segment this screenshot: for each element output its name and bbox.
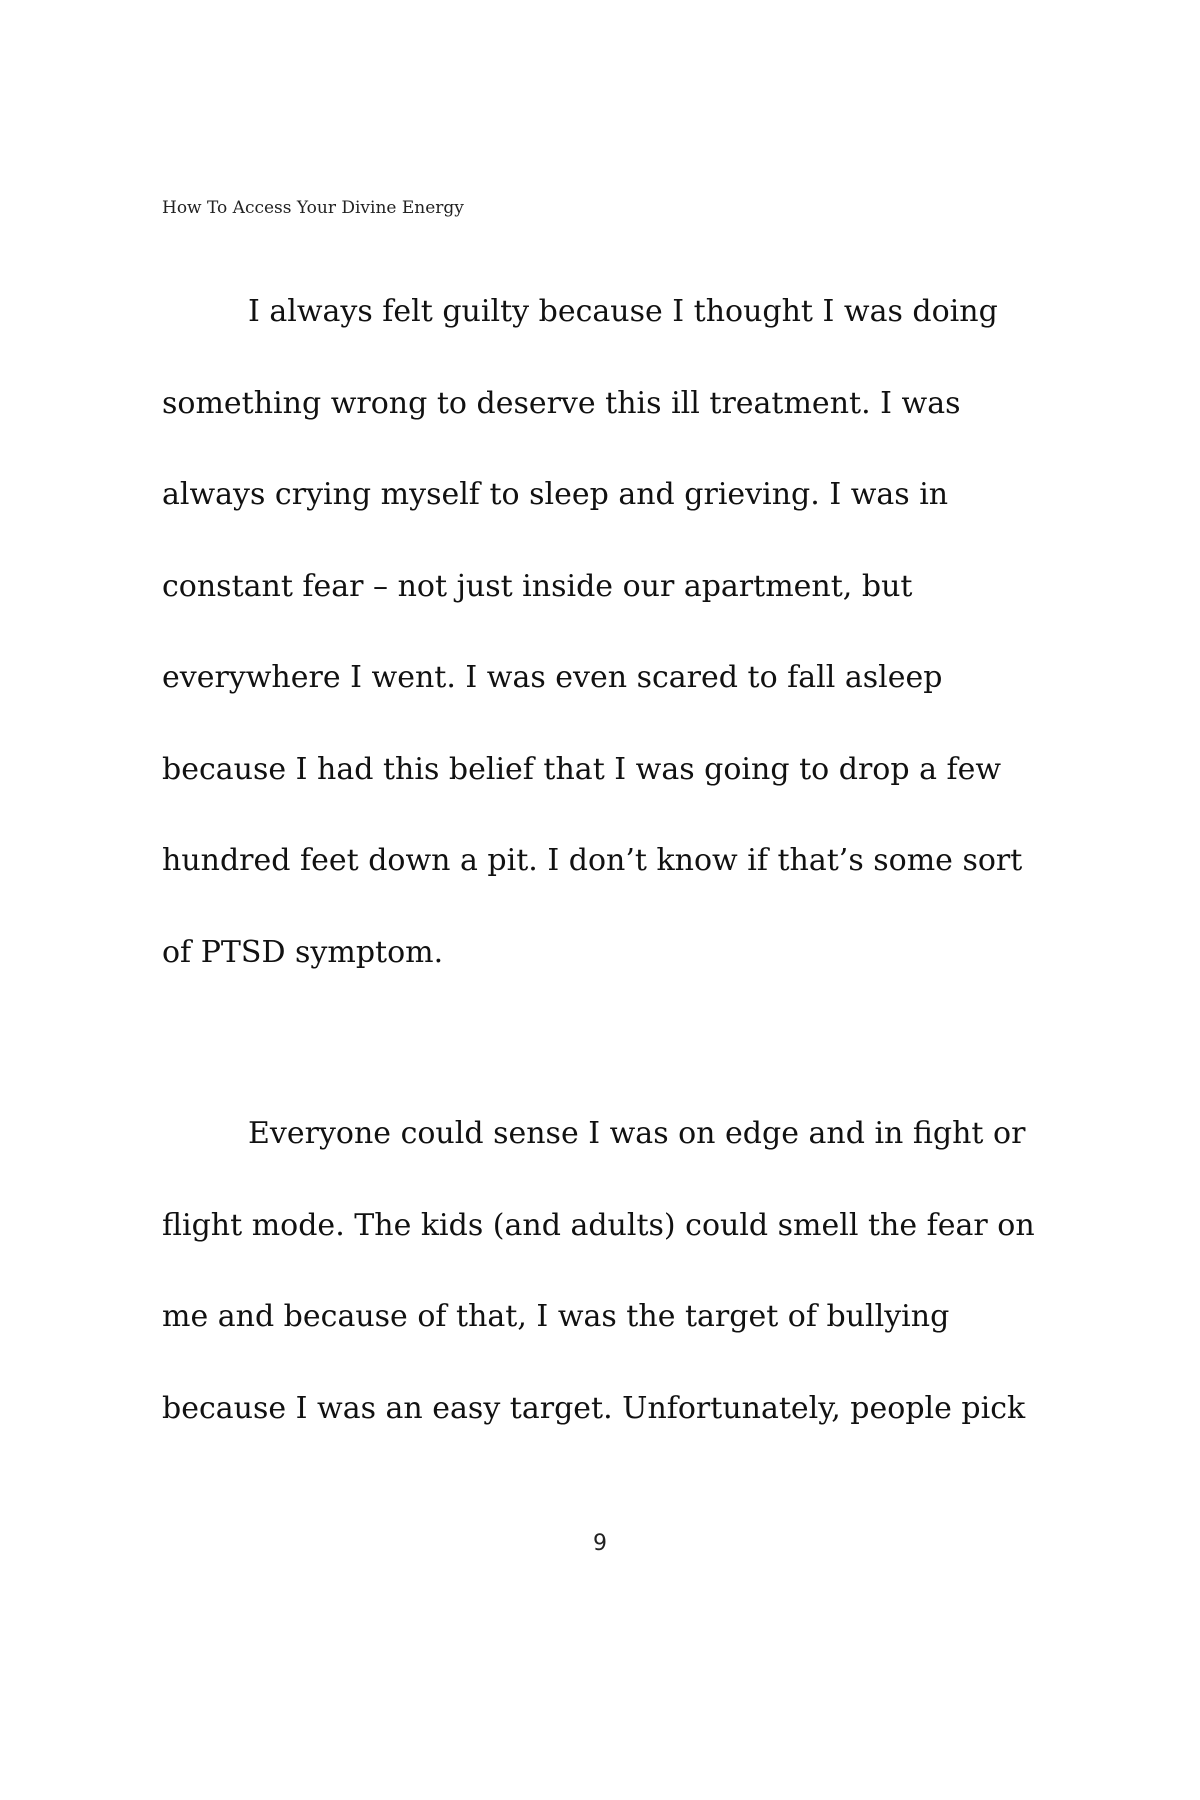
paragraph-2: [162, 1088, 1062, 1454]
paragraph-line: constant fear – not just inside our apartment, but: [162, 568, 913, 604]
paragraph-line: always crying myself to sleep and grieving. I was in: [162, 477, 949, 512]
paragraph-line: something wrong to deserve this ill treatment. I was: [162, 385, 961, 421]
paragraph-line: I always felt guilty because I thought I was doing: [248, 294, 998, 329]
paragraph-line: because I had this belief that I was going to drop a few: [162, 751, 1002, 787]
paragraph-line: me and because of that, I was the target of bullying: [162, 1299, 950, 1334]
running-header-title: How To Access Your Divine Energy: [162, 198, 464, 218]
paragraph-line: hundred feet down a pit. I don’t know if that’s some sort: [162, 843, 1023, 878]
paragraph-1: [162, 266, 1062, 998]
paragraph-line: of PTSD symptom.: [162, 934, 444, 970]
paragraph-line: Everyone could sense I was on edge and in fight or: [248, 1116, 1026, 1151]
paragraph-line: because I was an easy target. Unfortunately, people pick: [162, 1390, 1026, 1426]
paragraph-line: flight mode. The kids (and adults) could smell the fear on: [162, 1207, 1035, 1243]
paragraph-line: everywhere I went. I was even scared to fall asleep: [162, 660, 943, 695]
page-number: 9: [593, 1531, 607, 1556]
